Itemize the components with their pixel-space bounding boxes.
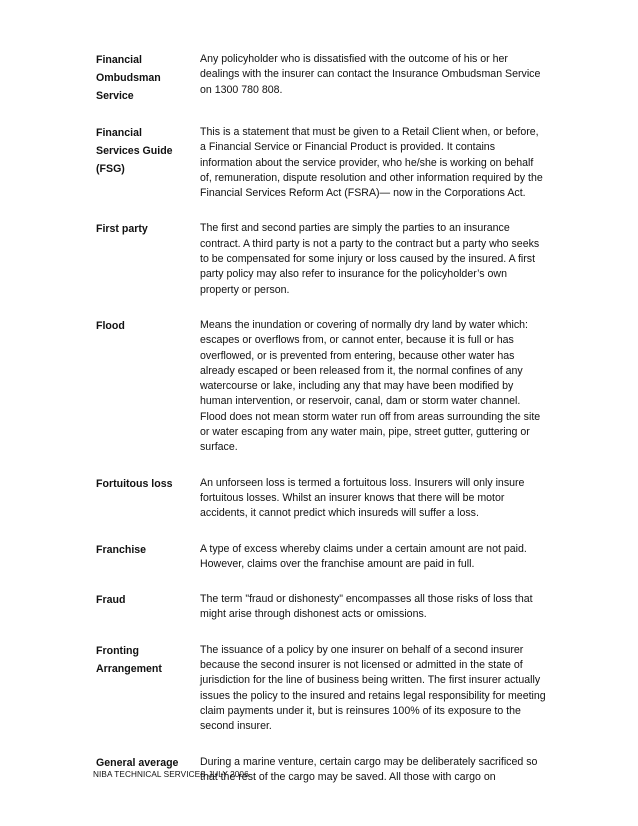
glossary-term: Fortuitous loss — [96, 477, 173, 490]
glossary-term: Franchise — [96, 543, 147, 556]
glossary-entry — [96, 220, 546, 297]
glossary-definition: The issuance of a policy by one insurer on behalf of a second insurer because the second insurer is not licensed or admitted in the state of jurisdiction for the line of business being written. The first insurer actually issues the policy to the insured and retains legal responsibility for meeting claim payments under it, but is reinsures 100% of its exposure to the second insurer. — [200, 643, 546, 733]
glossary-definition: The first and second parties are simply the parties to an insurance contract. A third party is not a party to the contract but a party who seeks to be compensated for some injury or loss caused by the insured. A first party policy may also refer to insurance for the policyholder’s own property or person. — [200, 222, 540, 296]
glossary-term: First party — [96, 223, 148, 236]
glossary-entry — [96, 317, 546, 456]
glossary-entry — [96, 642, 546, 735]
glossary-entry — [96, 51, 546, 105]
glossary-definition: The term "fraud or dishonesty" encompasses all those risks of loss that might arise through dishonest acts or omissions. — [200, 593, 533, 621]
glossary-term: Financial Ombudsman Service — [96, 54, 161, 102]
glossary-definition: This is a statement that must be given to a Retail Client when, or before, a Financial Service or Financial Product is provided. It contains information about the service provider, who he/she is working on behalf of, remuneration, dispute resolution and other information required by the Financial Services Reform Act (FSRA)— now in the Corporations Act. — [200, 126, 543, 200]
glossary-entry — [96, 124, 546, 201]
glossary-term: Flood — [96, 319, 125, 332]
page-footer: NIBA TECHNICAL SERVICES JULY 2006 — [93, 770, 249, 779]
glossary-entries — [96, 51, 546, 804]
glossary-entry — [96, 591, 546, 623]
glossary-entry — [96, 541, 546, 573]
glossary-term: Fronting Arrangement — [96, 644, 162, 675]
glossary-definition: An unforseen loss is termed a fortuitous loss. Insurers will only insure fortuitous losses. Whilst an insurer knows that there will be motor accidents, it cannot predict which insureds will suffer a loss. — [200, 476, 525, 520]
glossary-definition: During a marine venture, certain cargo may be deliberately sacrificed so that the rest of the cargo may be saved. All those with cargo on — [200, 755, 538, 783]
glossary-definition: A type of excess whereby claims under a certain amount are not paid. However, claims over the franchise amount are paid in full. — [200, 542, 527, 570]
glossary-entry — [96, 475, 546, 522]
glossary-term: Fraud — [96, 594, 126, 607]
glossary-definition: Means the inundation or covering of normally dry land by water which: escapes or overflows from, or cannot enter, because it is full or has overflowed, or is prevented from entering, because other water has already escaped or been released from it, the normal confines of any watercourse or lake, including any that may have been modified by human intervention, or reservoir, canal, dam or storm water channel. Flood does not mean storm water run off from areas surrounding the site or water escaping from any water main, pipe, street gutter, guttering or surface. — [200, 318, 541, 454]
glossary-term: General average — [96, 756, 179, 769]
glossary-term: Financial Services Guide (FSG) — [96, 127, 173, 175]
glossary-definition: Any policyholder who is dissatisfied with the outcome of his or her dealings with the insurer can contact the Insurance Ombudsman Service on 1300 780 808. — [200, 53, 541, 96]
